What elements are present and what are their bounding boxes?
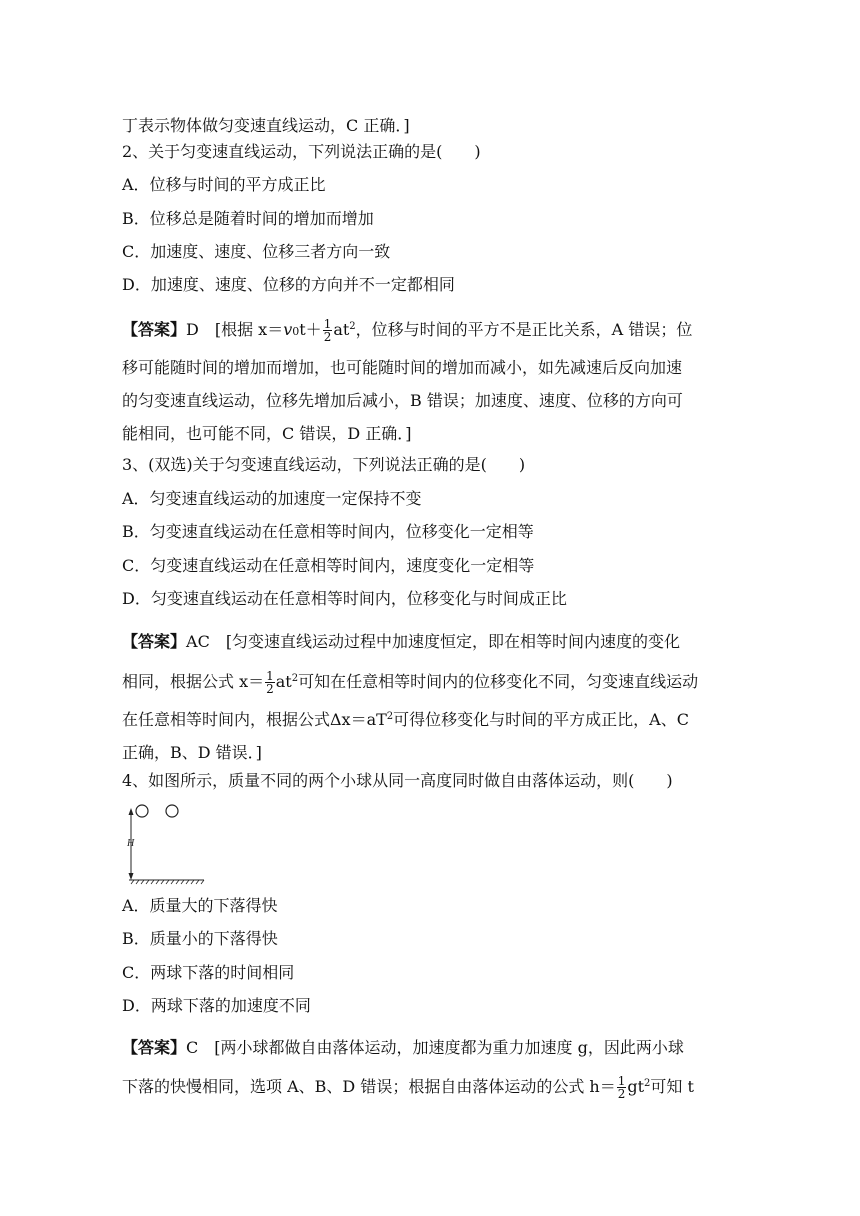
- option-2a: A．位移与时间的平方成正比: [122, 175, 326, 194]
- ball-left: [136, 805, 148, 817]
- option-4c: C．两球下落的时间相同: [122, 963, 295, 982]
- exponent: 2: [644, 1078, 651, 1089]
- answer-text: AC [匀变速直线运动过程中加速度恒定，即在相等时间内速度的变化: [186, 632, 681, 651]
- fraction-denominator: 2: [617, 1087, 626, 1101]
- option-3d: D．匀变速直线运动在任意相等时间内，位移变化与时间成正比: [122, 589, 567, 608]
- exponent: 2: [291, 673, 299, 684]
- answer-text: ，位移与时间的平方不是正比关系，A 错误；位: [355, 320, 693, 339]
- option-2d: D．加速度、速度、位移的方向并不一定都相同: [122, 275, 455, 294]
- answer-text: 在任意相等时间内，根据公式Δx＝aT: [122, 710, 387, 729]
- fraction-numerator: 1: [323, 317, 332, 331]
- answer-text: gt: [627, 1077, 645, 1096]
- answer-tag: 【答案】: [122, 320, 187, 339]
- answer-3-line-3: [122, 710, 689, 730]
- fraction-numerator: 1: [617, 1074, 626, 1088]
- answer-2-line-4: 能相同，也可能不同，C 错误，D 正确．]: [122, 424, 412, 443]
- answer-4-line-2: [122, 1075, 694, 1100]
- ground-hatch: [131, 880, 204, 884]
- fraction-one-half: [265, 670, 275, 695]
- arrow-down-icon: [129, 873, 134, 880]
- exponent: 2: [349, 321, 356, 332]
- text-line: 丁表示物体做匀变速直线运动，C 正确．]: [122, 116, 410, 135]
- answer-text: at: [333, 320, 350, 339]
- answer-tag: 【答案】: [122, 1038, 187, 1057]
- answer-2-line-2: 移可能随时间的增加而增加，也可能随时间的增加而减小，如先减速后反向加速: [122, 358, 683, 377]
- option-3a: A．匀变速直线运动的加速度一定保持不变: [122, 489, 422, 508]
- answer-text: t＋: [299, 320, 322, 339]
- answer-2-line-1: [122, 318, 692, 343]
- answer-tag: 【答案】: [122, 632, 187, 651]
- answer-text: D [根据 x＝: [186, 320, 284, 339]
- answer-2-line-3: 的匀变速直线运动，位移先增加后减小，B 错误；加速度、速度、位移的方向可: [122, 391, 683, 410]
- exponent: 2: [386, 711, 394, 722]
- free-fall-figure: [124, 800, 214, 886]
- height-label: H: [127, 838, 135, 849]
- answer-text: 可得位移变化与时间的平方成正比，A、C: [393, 710, 689, 729]
- option-3b: B．匀变速直线运动在任意相等时间内，位移变化一定相等: [122, 522, 534, 541]
- answer-text: 相同，根据公式 x＝: [122, 672, 265, 691]
- option-2c: C．加速度、速度、位移三者方向一致: [122, 242, 391, 261]
- question-4-stem: 4、如图所示，质量不同的两个小球从同一高度同时做自由落体运动，则( ): [122, 771, 673, 790]
- answer-text: C [两小球都做自由落体运动，加速度都为重力加速度 g，因此两小球: [186, 1038, 684, 1057]
- fraction-denominator: 2: [266, 682, 274, 696]
- fraction-denominator: 2: [323, 330, 332, 344]
- option-3c: C．匀变速直线运动在任意相等时间内，速度变化一定相等: [122, 556, 535, 575]
- math-subscript: 0: [292, 325, 300, 338]
- answer-3-line-2: [122, 670, 698, 695]
- question-2-stem: 2、关于匀变速直线运动，下列说法正确的是( ): [122, 142, 481, 161]
- fraction-one-half: [323, 318, 333, 343]
- option-4a: A．质量大的下落得快: [122, 896, 278, 915]
- arrow-up-icon: [129, 808, 134, 815]
- answer-text: 下落的快慢相同，选项 A、B、D 错误；根据自由落体运动的公式 h＝: [122, 1077, 616, 1096]
- answer-4-line-1: [122, 1038, 684, 1058]
- option-4d: D．两球下落的加速度不同: [122, 996, 311, 1015]
- answer-text: at: [275, 672, 292, 691]
- option-2b: B．位移总是随着时间的增加而增加: [122, 209, 374, 228]
- fraction-one-half: [617, 1075, 627, 1100]
- answer-text: 可知在任意相等时间内的位移变化不同，匀变速直线运动: [298, 672, 699, 691]
- answer-3-line-4: 正确，B、D 错误．]: [122, 743, 262, 762]
- answer-3-line-1: [122, 632, 680, 652]
- fraction-numerator: 1: [266, 669, 274, 683]
- option-4b: B．质量小的下落得快: [122, 929, 278, 948]
- answer-text: 可知 t: [650, 1077, 694, 1096]
- question-3-stem: 3、(双选)关于匀变速直线运动，下列说法正确的是( ): [122, 455, 526, 474]
- math-var: v: [283, 320, 293, 339]
- ball-right: [166, 805, 178, 817]
